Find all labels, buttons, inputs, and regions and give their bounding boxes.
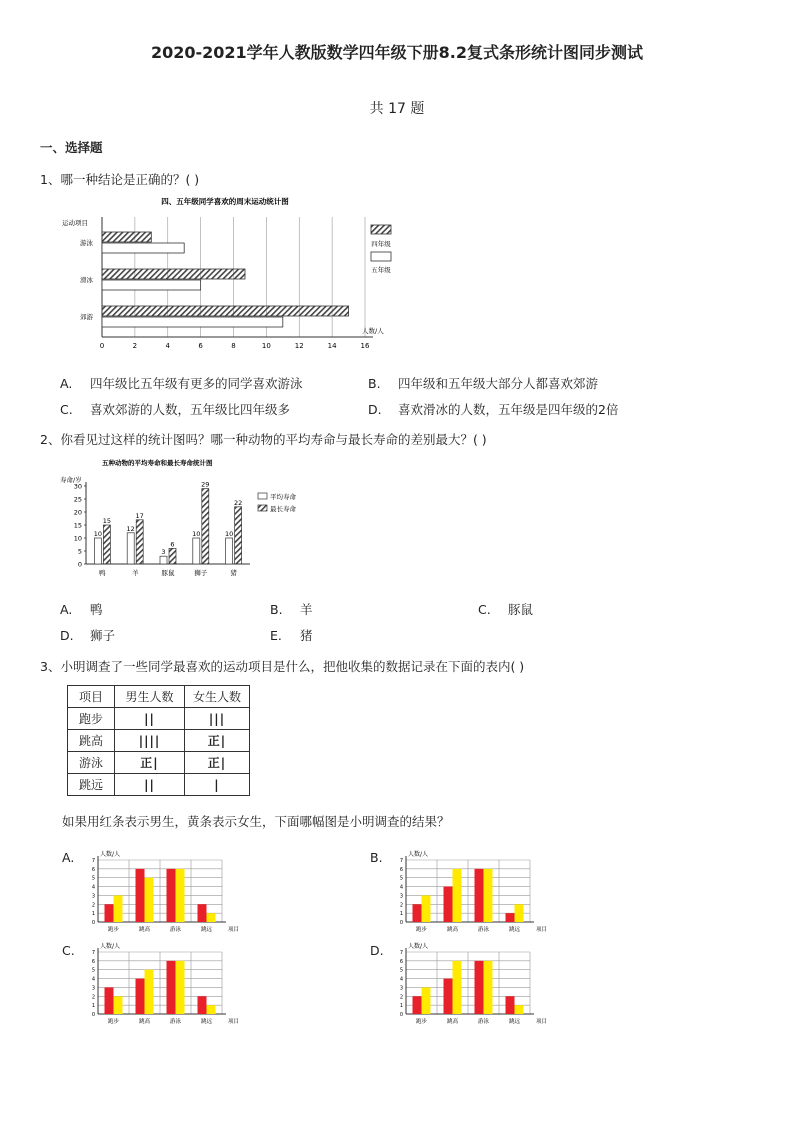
q3-choice-a-label[interactable]: A.	[62, 850, 75, 865]
bar-max	[235, 507, 242, 564]
x-tick-label: 14	[327, 342, 337, 350]
bar-average	[127, 533, 134, 564]
x-axis-label: 项目	[228, 927, 240, 933]
category-label: 猪	[230, 569, 237, 577]
question-3-stem: 3、小明调查了一些同学最喜欢的运动项目是什么，把他收集的数据记录在下面的表内( )	[40, 659, 525, 674]
bar-grade5	[102, 317, 283, 327]
data-label: 10	[93, 530, 103, 538]
y-tick-label: 0	[91, 920, 95, 926]
data-label: 10	[192, 530, 201, 538]
category-label: 跑步	[107, 1019, 120, 1025]
table-cell-girls: |	[185, 774, 250, 796]
table-cell-boys: 正|	[115, 752, 185, 774]
bar-grade5	[102, 243, 184, 253]
y-tick-label: 7	[91, 858, 95, 864]
q3-chart-a[interactable]	[80, 848, 240, 940]
bar-boys	[413, 904, 422, 922]
question-1-stem: 1、哪一种结论是正确的？( )	[40, 172, 200, 187]
table-cell-item: 跳高	[68, 730, 115, 752]
y-tick-label: 25	[73, 495, 82, 504]
legend-swatch-grade4	[371, 225, 391, 234]
bar-max	[169, 548, 176, 564]
category-label: 游泳	[80, 239, 93, 247]
chart-title: 四、五年级同学喜欢的周末运动统计图	[161, 197, 289, 206]
q1-chart	[60, 192, 420, 352]
table-header: 项目	[68, 686, 115, 708]
x-axis-label: 项目	[536, 927, 548, 933]
bar-boys	[444, 887, 453, 922]
table-header: 女生人数	[185, 686, 250, 708]
y-tick-label: 3	[91, 893, 95, 900]
table-row	[68, 774, 250, 796]
data-label: 12	[126, 524, 135, 533]
bar-girls	[484, 869, 493, 922]
q3-choice-b-label[interactable]: B.	[370, 850, 383, 865]
table-row	[68, 752, 250, 774]
y-tick-label: 0	[399, 1012, 403, 1018]
category-label: 跳高	[138, 1019, 151, 1025]
data-label: 6	[170, 540, 175, 549]
q1-option-d[interactable]: D. 喜欢滑冰的人数，五年级是四年级的2倍	[368, 402, 619, 417]
x-tick-label: 4	[165, 342, 170, 350]
q2-option-d[interactable]: D. 狮子	[60, 628, 116, 643]
legend-label: 五年级	[371, 266, 391, 274]
bar-girls	[515, 904, 524, 922]
bar-boys	[198, 996, 207, 1014]
y-tick-label: 6	[91, 958, 95, 965]
legend-swatch-grade5	[371, 252, 391, 261]
x-tick-label: 10	[261, 342, 271, 350]
category-label: 狮子	[194, 569, 208, 577]
table-header: 男生人数	[115, 686, 185, 708]
category-label: 跑步	[415, 927, 428, 933]
bar-max	[202, 489, 209, 564]
y-tick-label: 30	[73, 482, 82, 491]
tally-table	[67, 685, 250, 796]
y-tick-label: 1	[399, 1003, 403, 1010]
data-label: 17	[135, 511, 144, 520]
y-axis-label: 寿命/岁	[60, 476, 82, 484]
section-heading: 一、选择题	[40, 140, 103, 155]
table-cell-girls: 正|	[185, 752, 250, 774]
category-label: 郊游	[80, 313, 93, 321]
bar-grade4	[102, 232, 151, 242]
y-tick-label: 3	[91, 985, 95, 992]
bar-girls	[453, 961, 462, 1014]
bar-boys	[167, 869, 176, 922]
y-tick-label: 1	[91, 911, 95, 918]
y-axis-label: 人数/人	[408, 851, 429, 858]
y-tick-label: 7	[399, 950, 403, 956]
table-cell-boys: ||	[115, 774, 185, 796]
bar-girls	[515, 1005, 524, 1014]
bar-girls	[207, 1005, 216, 1014]
y-tick-label: 3	[399, 985, 403, 992]
q2-option-e[interactable]: E. 猪	[270, 628, 313, 643]
x-tick-label: 2	[132, 342, 138, 350]
y-tick-label: 0	[399, 920, 403, 926]
y-tick-label: 6	[91, 866, 95, 873]
y-axis-label: 人数/人	[100, 943, 121, 950]
category-label: 跳远	[200, 927, 213, 933]
y-tick-label: 5	[91, 967, 95, 974]
y-tick-label: 4	[399, 884, 403, 891]
data-label: 15	[102, 517, 112, 525]
bar-grade4	[102, 269, 245, 279]
legend-swatch-max	[258, 505, 267, 511]
bar-girls	[145, 878, 154, 922]
x-tick-label: 8	[231, 342, 236, 350]
category-label: 跳远	[508, 927, 521, 933]
data-label: 3	[161, 548, 166, 557]
y-tick-label: 5	[91, 875, 95, 882]
table-cell-girls: 正|	[185, 730, 250, 752]
bar-max	[136, 520, 143, 564]
category-label: 豚鼠	[161, 569, 175, 577]
q3-choice-d-label[interactable]: D.	[370, 943, 384, 958]
table-cell-boys: ||	[115, 708, 185, 730]
x-tick-label: 16	[360, 342, 370, 350]
y-tick-label: 2	[91, 994, 95, 1001]
bar-girls	[176, 869, 185, 922]
y-tick-label: 1	[91, 1003, 95, 1010]
q3-choice-c-label[interactable]: C.	[62, 943, 75, 958]
x-axis-label: 项目	[228, 1019, 240, 1025]
y-tick-label: 20	[73, 508, 82, 517]
page-title: 2020-2021学年人教版数学四年级下册8.2复式条形统计图同步测试	[150, 43, 644, 62]
category-label: 滑冰	[80, 276, 93, 284]
q3-note: 如果用红条表示男生，黄条表示女生，下面哪幅图是小明调查的结果？	[62, 814, 450, 829]
table-row	[68, 708, 250, 730]
y-axis-label: 人数/人	[100, 851, 121, 858]
q2-chart	[60, 456, 320, 581]
chart-title: 五种动物的平均寿命和最长寿命统计图	[102, 459, 213, 467]
category-label: 跳高	[446, 1019, 459, 1025]
y-tick-label: 5	[77, 547, 82, 556]
y-tick-label: 5	[399, 967, 403, 974]
q3-chart-b[interactable]	[388, 848, 548, 940]
q1-option-c[interactable]: C. 喜欢郊游的人数，五年级比四年级多	[60, 402, 291, 417]
bar-boys	[475, 869, 484, 922]
x-axis-label: 项目	[536, 1019, 548, 1025]
q2-option-b[interactable]: B. 羊	[270, 602, 313, 617]
bar-girls	[114, 895, 123, 922]
y-tick-label: 15	[73, 521, 82, 530]
bar-boys	[105, 987, 114, 1014]
table-row	[68, 730, 250, 752]
y-tick-label: 2	[399, 994, 403, 1001]
bar-average	[226, 538, 233, 564]
table-cell-girls: |||	[185, 708, 250, 730]
category-label: 游泳	[169, 927, 182, 933]
legend-label: 平均寿命	[270, 493, 296, 501]
table-cell-boys: ||||	[115, 730, 185, 752]
y-tick-label: 4	[399, 976, 403, 983]
bar-grade5	[102, 280, 201, 290]
y-tick-label: 1	[399, 911, 403, 918]
category-label: 跳高	[446, 927, 459, 933]
bar-girls	[207, 913, 216, 922]
q2-option-a[interactable]: A. 鸭	[60, 602, 103, 617]
bar-girls	[484, 961, 493, 1014]
category-label: 鸭	[99, 569, 106, 577]
legend-label: 四年级	[371, 240, 391, 248]
table-cell-item: 游泳	[68, 752, 115, 774]
q1-option-a[interactable]: A. 四年级比五年级有更多的同学喜欢游泳	[60, 376, 303, 391]
y-tick-label: 4	[91, 884, 95, 891]
y-tick-label: 4	[91, 976, 95, 983]
bar-girls	[176, 961, 185, 1014]
q1-option-b[interactable]: B. 四年级和五年级大部分人都喜欢郊游	[368, 376, 599, 391]
question-count: 共 17 题	[369, 101, 425, 117]
x-tick-label: 0	[99, 342, 105, 350]
category-label: 游泳	[477, 1019, 490, 1025]
bar-boys	[413, 996, 422, 1014]
y-tick-label: 5	[399, 875, 403, 882]
y-tick-label: 0	[91, 1012, 95, 1018]
category-label: 跳远	[200, 1019, 213, 1025]
table-cell-item: 跳远	[68, 774, 115, 796]
x-tick-label: 12	[294, 342, 304, 350]
y-tick-label: 2	[91, 902, 95, 909]
y-tick-label: 7	[91, 950, 95, 956]
y-tick-label: 2	[399, 902, 403, 909]
data-label: 29	[201, 480, 210, 489]
bar-boys	[136, 869, 145, 922]
legend-label: 最长寿命	[270, 505, 296, 513]
bar-grade4	[102, 306, 349, 316]
data-label: 10	[224, 530, 234, 538]
y-axis-label: 人数/人	[408, 943, 429, 950]
table-cell-item: 跑步	[68, 708, 115, 730]
question-2-stem: 2、你看见过这样的统计图吗？哪一种动物的平均寿命与最长寿命的差别最大？( )	[40, 432, 487, 447]
legend-swatch-average	[258, 493, 267, 499]
bar-boys	[475, 961, 484, 1014]
bar-average	[160, 556, 167, 564]
bar-girls	[114, 996, 123, 1014]
bar-boys	[167, 961, 176, 1014]
y-axis-label: 运动项目	[62, 219, 88, 227]
category-label: 跳远	[508, 1019, 521, 1025]
y-tick-label: 6	[399, 958, 403, 965]
bar-boys	[506, 996, 515, 1014]
q3-chart-c[interactable]	[80, 940, 240, 1032]
bar-girls	[145, 970, 154, 1014]
q2-option-c[interactable]: C. 豚鼠	[478, 602, 534, 617]
y-tick-label: 0	[77, 560, 82, 569]
bar-max	[103, 525, 110, 564]
bar-girls	[422, 987, 431, 1014]
table-header-row	[68, 686, 250, 708]
y-tick-label: 7	[399, 858, 403, 864]
bar-girls	[422, 895, 431, 922]
data-label: 22	[233, 498, 243, 507]
bar-average	[94, 538, 101, 564]
category-label: 游泳	[477, 927, 490, 933]
bar-girls	[453, 869, 462, 922]
q3-chart-d[interactable]	[388, 940, 548, 1032]
bar-boys	[136, 979, 145, 1014]
bar-average	[193, 538, 200, 564]
y-tick-label: 10	[73, 534, 82, 543]
y-tick-label: 6	[399, 866, 403, 873]
x-tick-label: 6	[198, 342, 203, 350]
bar-boys	[506, 913, 515, 922]
category-label: 跑步	[415, 1019, 428, 1025]
category-label: 跑步	[107, 927, 120, 933]
x-axis-label: 人数/人	[362, 327, 384, 335]
category-label: 游泳	[169, 1019, 182, 1025]
bar-boys	[444, 979, 453, 1014]
bar-boys	[198, 904, 207, 922]
category-label: 羊	[131, 569, 139, 577]
category-label: 跳高	[138, 927, 151, 933]
y-tick-label: 3	[399, 893, 403, 900]
bar-boys	[105, 904, 114, 922]
